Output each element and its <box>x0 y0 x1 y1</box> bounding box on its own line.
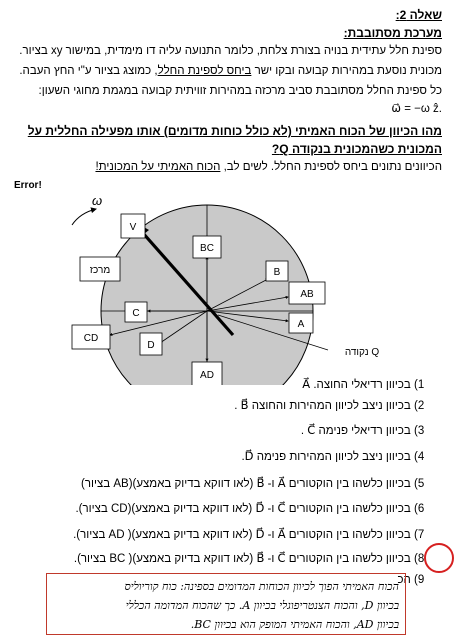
box-c <box>125 302 147 322</box>
answer-explanation-box <box>46 573 406 635</box>
option-7-text: בכיוון כלשהו בין הוקטורים A⃗ ו- D⃗ (לאו דווקא בדיוק באמצע)( AD בציור). <box>73 529 411 541</box>
error-text: Error! <box>14 180 42 191</box>
box-b <box>266 261 288 281</box>
svg-text:AD: AD <box>200 370 214 381</box>
rotation-arrow-icon <box>72 209 96 225</box>
rotating-disk-diagram <box>0 185 460 385</box>
option-5-num: 5) <box>414 478 425 490</box>
option-4[interactable] <box>40 450 430 464</box>
svg-text:D: D <box>147 340 155 351</box>
note-a: הכיוונים נתונים ביחס לספינת החלל. לשים לב, <box>220 161 442 173</box>
option-7[interactable] <box>40 528 430 542</box>
svg-text:מרכז: מרכז <box>89 265 111 276</box>
option-4-num: 4) <box>414 451 425 463</box>
option-8-text: בכיוון כלשהו בין הוקטורים C⃗ ו- B⃗ (לאו דווקא בדיוק באמצע)( BC בציור). <box>73 553 411 565</box>
option-9-num: 9) <box>414 574 425 586</box>
answer-line-1: הכוח האמיתי הפוך לכיוון הכוחות המדומים בספינה: כוח קוריוליס <box>124 580 399 593</box>
selected-answer-circle <box>424 543 454 573</box>
option-8[interactable] <box>40 552 430 566</box>
paragraph-2-b: ביחס לספינת החלל <box>157 65 252 77</box>
point-q-label: נקודה Q <box>344 347 380 358</box>
option-1[interactable] <box>40 378 430 392</box>
option-4-text: בכיוון ניצב לכיוון המהירות פנימה D⃗. <box>241 451 411 463</box>
paragraph-1: ספינת חלל עתידית בנויה בצורת צלחת, כלומר התנועה עליה דו מימדית, במישור xy בציור. <box>19 45 442 57</box>
option-1-num: 1) <box>414 379 425 391</box>
option-6[interactable] <box>40 502 430 516</box>
paragraph-2 <box>14 64 442 79</box>
answer-line-3: בכיוון AD, והכוח האמיתי המופק הוא בכיוון BC. <box>190 618 399 631</box>
omega-label: ω <box>92 193 103 208</box>
option-3[interactable] <box>40 424 430 438</box>
option-1-text: בכיוון רדיאלי החוצה. A⃗ <box>302 379 411 391</box>
paragraph-3: כל ספינת החלל מסתובבת סביב מרכזה במהירות זוויתית קבועה במגמת מחוגי השעון: <box>38 85 442 97</box>
answer-line-2: בכיוון D, והכוח הצנטריפוגלי בכיוון A. כך שהכוח המדומה הכללי <box>125 599 399 612</box>
option-2-num: 2) <box>414 400 425 412</box>
svg-text:V: V <box>129 222 137 233</box>
option-5-text: בכיוון כלשהו בין הוקטורים A⃗ ו- B⃗ (לאו דווקא בדיוק באמצע)(AB בציור) <box>81 478 411 490</box>
box-bc <box>193 236 221 258</box>
box-v <box>121 214 145 238</box>
svg-text:AB: AB <box>300 289 314 300</box>
svg-text:CD: CD <box>83 333 99 344</box>
paragraph-2-a: מכונית נוסעת במהירות קבועה ובקו ישר <box>251 65 442 77</box>
option-9-text: הכ <box>397 574 411 586</box>
option-8-num: 8) <box>414 553 425 565</box>
box-cd <box>72 325 110 349</box>
option-5[interactable] <box>40 477 430 491</box>
option-3-num: 3) <box>414 425 425 437</box>
section-subtitle: מערכת מסתובבת: <box>343 26 442 40</box>
omega-equation: .ω⃗ = −ω ẑ <box>391 103 442 115</box>
option-7-num: 7) <box>414 529 425 541</box>
box-a <box>289 313 313 333</box>
option-6-text: בכיוון כלשהו בין הוקטורים C⃗ ו- D⃗ (לאו דווקא בדיוק באמצע)(CD בציור). <box>75 503 411 515</box>
paragraph-2-c: , כמוצג בציור ע"י החץ העבה. <box>19 65 158 77</box>
option-6-num: 6) <box>414 503 425 515</box>
svg-text:C: C <box>132 308 140 319</box>
note-line <box>14 160 442 175</box>
box-d <box>140 333 162 355</box>
question-title: שאלה 2: <box>395 8 442 22</box>
note-b: הכוח האמיתי על המכונית! <box>95 161 221 173</box>
option-2-text: בכיוון ניצב לכיוון המהירות והחוצה B⃗ . <box>234 400 411 412</box>
option-3-text: בכיוון רדיאלי פנימה C⃗ . <box>300 425 411 437</box>
svg-text:BC: BC <box>200 243 214 254</box>
box-ab <box>289 282 325 304</box>
svg-text:A: A <box>297 319 305 330</box>
svg-text:B: B <box>273 267 281 278</box>
box-center <box>80 257 120 281</box>
question-line-2: המכונית כשהמכונית בנקודה Q? <box>271 142 442 156</box>
option-2[interactable] <box>40 399 430 413</box>
question-line-1: מהו הכיוון של הכוח האמיתי (לא כולל כוחות מדומים) אותו מפעילה החללית על <box>27 124 442 138</box>
